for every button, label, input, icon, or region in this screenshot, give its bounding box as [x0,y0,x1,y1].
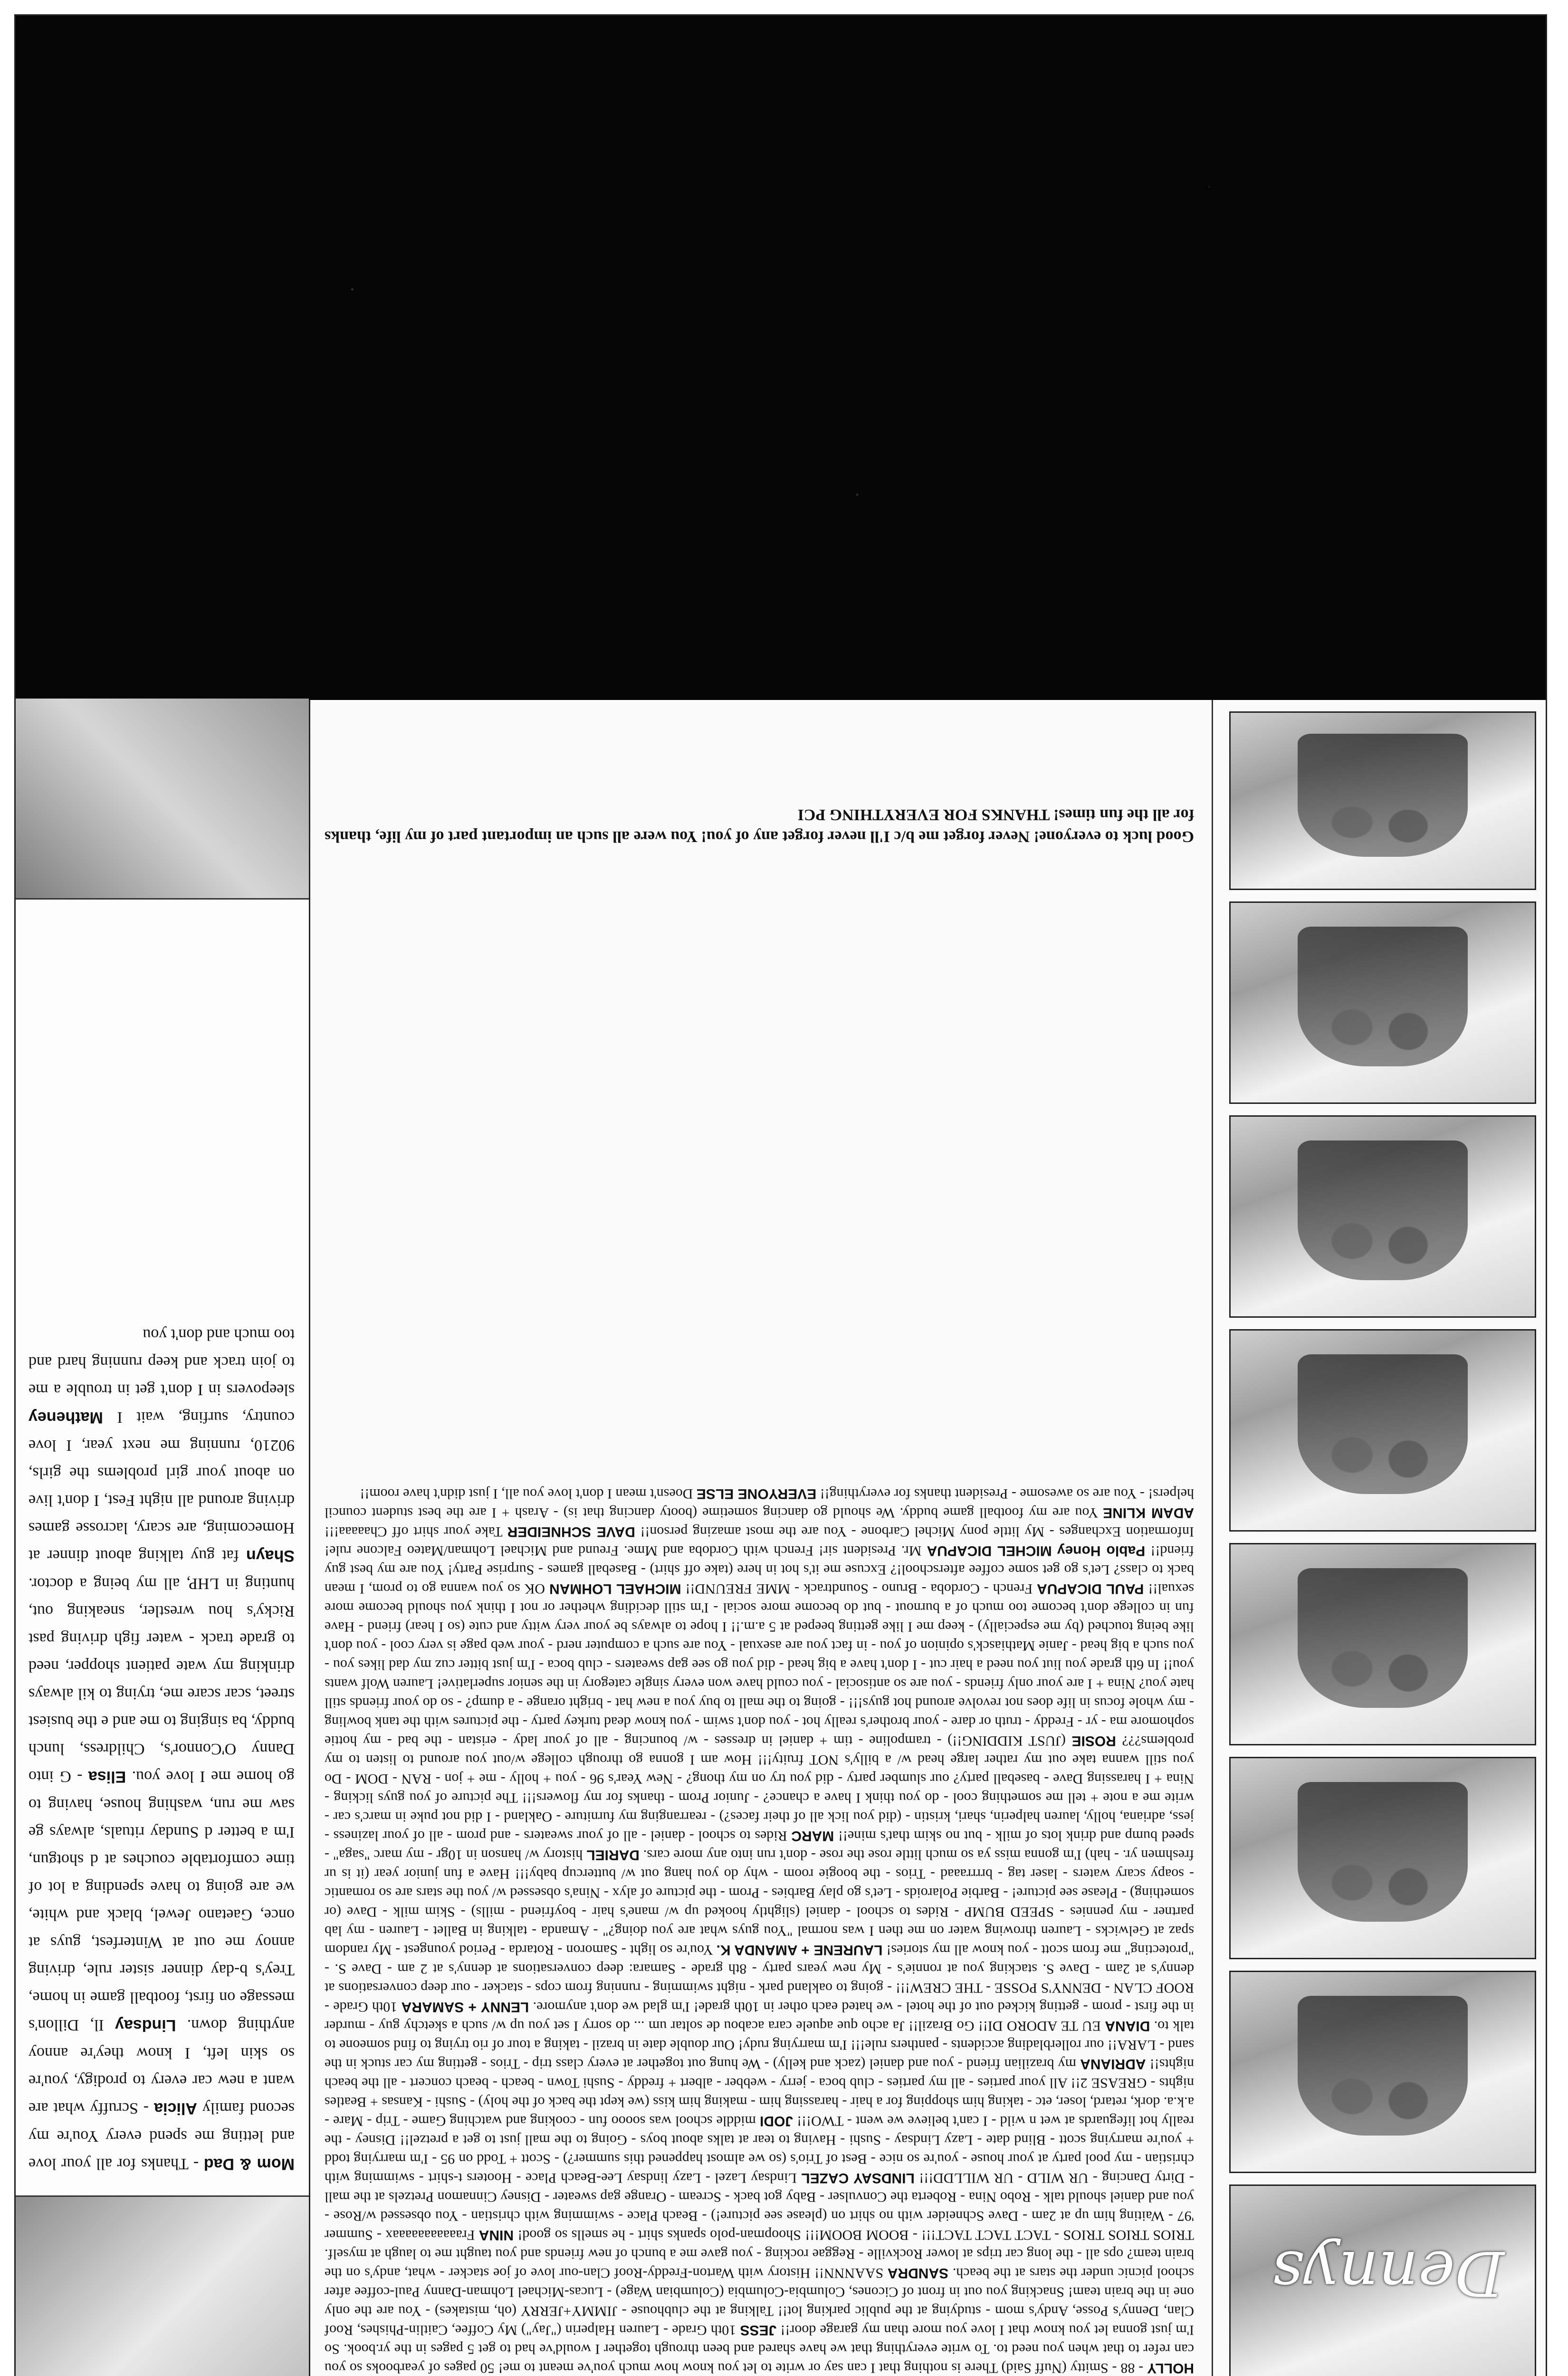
name-nina: NINA [478,2227,514,2243]
name-lindsay-cazel: LINDSAY CAZEL [801,2170,915,2186]
name-dariel: DARIEL [586,1847,640,1863]
name-adriana: ADRIANA [1080,2056,1146,2072]
name-rosie: ROSIE [1071,1733,1116,1749]
name-michel-dicapua: MICHEL DICAPUA [927,1543,1052,1559]
photo-friends-6 [1229,901,1536,1104]
side-text-4: - G into Danny O'Connor's, Childress, lunch buddy, ba singing to me and e the busiest street, scar scare me, trying to kil always drinking my wate patient shopper, need to grade track - water figh driving past Ricky's hou wrestler, sneaking out, hunting in LHP, all my being a doctor. [29,1575,295,1785]
side-text-2: - Scruffy what are want a new car every to prodigy, you're so skin left, I know they're annoy anything down. [29,2016,295,2117]
message-lindsay-cazel: Lindsay Lazel - Lazy lindsay Lee-Beach Place - Hooters t-shirt - swimming with christian - my pool party at your house - you're so nice - Best of Trio's (so we almost happened this summer?) - Scott + Todd on 95 - I'm marrying todd + you're marrying scott - Blind date - Lazy Lindsay - Sushi - Having to tear at talks about boys - Going to the mall just to get a pretzel!! Disney - the really hot lifeguards at wet n wild - I can't believe we went - TWO!!! [325,2113,1194,2186]
photo-figures [1298,1996,1468,2136]
senior-message-text [325,857,1194,2376]
photo-figures [1298,734,1468,857]
message-michel-dicapua: Mr. President sir! French with Cordoba and Mme. Freund and Michael Lohman/Mateo Falcone rule! Information Exchanges - My little pony Michel Carbone - You are the most amazing person!! [325,1524,1194,1559]
yearbook-page-scan [14,14,1547,2376]
photo-friends-7 [1229,711,1536,890]
name-michael-lohman: MICHAEL LOHMAN [549,1581,681,1597]
message-holly: - 88 - Smitty (Nuff Said) There is nothing that I can say or write to let you know how much you've meant to me! 50 pages of yearbooks so you can refer to that when you need to. To write everything that we have shared and been through together I would've had to get 5 pages in the yr.book. So I'm just gonna let you know that I love you more than my garage door!! [325,2322,1194,2376]
closing-statement: Good luck to everyone! Never forget me b/c I'll never forget any of you! You were all such an important part of my life, thanks for all the fun times! THANKS FOR EVERYTHING PCI [325,806,1194,845]
photo-friends-1 [1229,1971,1536,2173]
side-text-6: sleepovers in I don't get in trouble a me to join track and keep running hard and too much and don't you [29,1326,295,1399]
message-marc: Rides to school - daniel - all of your sweaters - and prom - all of your laziness - jess, adriana, holly, lauren halperin, shari, kristin - (did you lick all of their faces?) - rearranging my furniture - Oakland - I did not puke in marc's car - write me a note + tell me something cool - do you think I have a chance? - Junior Prom - thanks for my flowers!!! The picture of you guys licking - Nina + I harassing Dave - baseball party? our slumber party - did you try on my thong? - New Year's 96 - you + holly - me + jon - RAN - DOM - Do you still wanna take out my rather large head w/ a billy's NOT fruity!!! How am I gonna go through college w/out you around to listen to my problems??? [325,1733,1194,1844]
message-diana: EU TE ADORO DI!! Go Brazil!! Ja acho que aquele cara acabou de soltar um ... do sorry I set you up w/ such a sketchy guy - murder in the first - prom - getting kicked out of the hotel - we hated each other in 10th grade! I'm glad we don't anymore. [325,1999,1194,2034]
message-everyone-else: Doesn't mean I don't love you all, I just didn't have room!! [360,1486,697,1502]
photo-friends-2 [1229,1757,1536,1959]
side-column [14,700,310,2376]
message-dariel: history w/ hanson in 10gr - my marc "saga" - speed bump and drink lots of milk - but no skim that's mine!! [325,1828,1194,1863]
message-nina: Fraaaaaaaaaaax - Summer '97 - Waiting him up at 2am - Dave Schneider with no shirt on (please see picture!) - Beach Place - swimming with christian - You obsessed w/Rose - you and daniel should talk - Robo Nina - Roberta the Convulser - Baby got back - Scream - Orange gap sweater - Disney Cinnamon Pretzels at the mall - Dirty Dancing - UR WILD - UR WILLDD!!! [325,2170,1194,2243]
name-adam-kline: ADAM KLINE [1103,1505,1194,1521]
name-marc: MARC [791,1828,834,1844]
message-pablo-honey [1052,1543,1057,1559]
side-photo-top [14,2195,309,2376]
photo-sign-text: Dennys [1272,2237,1504,2310]
scan-dust [16,16,1546,700]
side-text-1: - Thanks for all your love and letting me spend every You're my second family [29,2099,295,2173]
name-laurene-amanda: LAURENE + AMANDA K. [716,1942,883,1958]
message-rosie: (JUST KIDDING!!) - trampoline - tim + daniel in dresses - w/ bouncing - all of your lady - eristan - the bad - my hottie sophomore ma - yr - Freddy - truth or dare - your brother's really hot - you don't swim - you know dead turkey party - the pictures with the tank bowling - my whole focus in life does not revolve around hot guys!!! - going to the mall to buy you a new hat - bright orange - a dump? - so do your friends still hate you? Nina + I are your only friends - you are so antisocial - you could have won every single category in the senior superlative! Lauren Wolf wants you!! In 6th grade you liut you need a hair cut - I don't have a big head - did you go see gap sweaters - club boca - I'm just bitter cuz my dad likes you - you such a big head - Janie Mathiasck's opinion of you - in fact you are asexual - You are such a computer nerd - your web page is very cool - you don't like being touched (by me especially) - keep me I like getting beeped at 5 a.m.!! I hope to always be your very witty and cute (so I hear) friend - Have fun in college don't become too much of a burnout - but do become more social - I'm still deciding whether or not I think you should become more sexual!! [325,1581,1194,1749]
dark-scan-band [16,16,1546,700]
name-holly: HOLLY [1147,2360,1194,2376]
message-dave-schneider: Take your shirt off Chaaaaa!!! [325,1524,507,1540]
photo-friends-3 [1229,1543,1536,1745]
name-everyone-else: EVERYONE ELSE [696,1486,817,1502]
photo-friends-4 [1229,1329,1536,1532]
side-heading-matheney: Matheney [29,1408,103,1427]
photo-figures [1298,1140,1468,1280]
message-laurene-amanda: You're so light - Samoron - Rotarda - Period youngest - My random spaz at Gelwicks - Lauren throwing water on me then I was normal "You guys what are you doing?" - Amanda - talking in Ballet - Lauren - my lab partner - my pennies - SPEED BUMP - Rides to school - daniel (slightly hooked up w/ mane's hair - boyfriend - mills) - Skim milk - Dave (or something) - Please see picture! - Barbie Polaroids - Let's go play Barbies - Prom - the picture of alyx - Nina's obsessed w/ you the stars are so romantic - soapy scary waters - laser tag - brrrraaad - Trios - the boogie room - why do you hang out w/ buttercup baby!!! Have a fun junior year (it is ur freshmen yr. - hah) I'm gonna miss ya so much little rose the rose - don't run into any more cars. [325,1847,1194,1958]
name-jess: JESS [740,2322,777,2338]
side-photo-bottom [14,699,309,900]
side-heading-shayn: Shayn [246,1547,295,1565]
side-heading-mom-dad: Mom & Dad [203,2155,295,2173]
message-column [310,700,1208,2376]
name-dave-schneider: DAVE SCHNEIDER [507,1524,635,1540]
photo-figures [1298,1354,1468,1494]
photo-figures [1298,1568,1468,1708]
photo-dennys-sign [1229,2184,1536,2376]
message-adriana: my brazilian friend - you and daniel (zack and kelly) - We hung out together at every class trip - Trios - getting my car stuck in the sand - LARA!! our rollerblading accidents - panthers rule!!! I'm marrying rudy! Our double date in brazil - taking a tour of rio trying to find someone to talk to. [325,2018,1194,2072]
side-column-text [29,914,295,2178]
name-pablo-honey: Pablo Honey [1057,1543,1146,1559]
photo-column [1212,700,1546,2376]
name-sandra: SANDRA [887,2265,949,2281]
name-jodi: JODI [759,2113,793,2129]
side-text-3: Il, Dillon's message on first, football game in home, Trey's b-day dinner sister rule, driving annoy me out at Winterfest, guys at once, Gaetano Jewel, black and white, we are going to have spending a lot of time comfortable couches at d shotgun, I'm a better d Sunday rituals, always ge saw me run, washing house, having to go home me I love you. [29,1768,295,2034]
side-heading-lindsay: Lindsay [115,2016,176,2034]
name-diana: DIANA [1105,2018,1150,2034]
name-paul-dicapua: PAUL DICAPUA [1037,1581,1144,1597]
message-sandra: SAANNN!! History with Warton-Freddy-Roof Clan-our love of joe stacker - what, andy's on the brain team? ops all - the long car trips at lower Rockville - Reggae rocking - you gave me a bunch of new friends and you taught me to laugh at myself. TRIOS TRIOS TRIOS - TACT TACT TACT!!! - BOOM BOOM!!! Shoopman-polo spanks shirt - he smells so good! [325,2227,1194,2281]
message-jodi: middle school was soooo fun - cooking and watching Game - Trip - Mare - a.k.a. dork, retard, loser, etc - taking him shopping for a hair - harassing him - making him kiss (we kept the back of the holy) - Sushi - Kansas + Beatles nights - GREASE 2!! All your parties - all my parties - club boca - jerry - webber - albert + freddy - Sushi Town - beach - beach concert - all the beach nights!! [325,2056,1194,2129]
message-paul-dicapua: French - Cordoba - Bruno - Soundtrack - MME FREUND!! [685,1581,1037,1597]
message-adam-kline: You are my football game buddy. We should go dancing sometime (booty dancing that is) - Arash + I are the best student council helpers! - You are so awesome - President thanks for everything!! [325,1486,1194,1521]
name-lenny-samara: LENNY + SAMARA [401,1999,529,2015]
message-michael-lohman: OK so you wanna go to prom, I mean back to class? Let's go get some coffee afterschool!? Excuse me it's hot in here (take off shirt) - Baseball games - Surprise Party! You are my best guy friend!! [325,1543,1194,1597]
photo-friends-5 [1229,1115,1536,1318]
message-jess: 10th Grade - Lauren Halperin ("Jay") My Coffee, Caitlin-Phishes, Roof Clan, Denny's Posse, Andy's mom - studying at the public parking lot!! Talking at the clubhouse - JIMMY+JERRY (oh, mistakes) - You are the only one in the brain team! Snacking you out in front of Cicones, Columbia-Columbia (Columbian Wage) - Lucas-Michael Lohman-Danny Paul-coffee after school picnic under the stars at the beach. [325,2265,1194,2338]
upside-down-yearbook-content [16,700,1546,2376]
message-lenny-samara: 10th Grade - ROOF CLAN - DENNY'S POSSE - THE CREW!!! - going to oakland park - night swimming - running from cops - stacker - our deep conversations at denny's at 2am - Dave S. stacking you at ronnie's - My new years party - 8th grade - Samara: deep conversations at denny's at 2 am - Dave S. - "protecting" me from scott - you know all my stories! [325,1942,1194,2015]
photo-figures [1298,1782,1468,1922]
side-heading-alicia: Alicia [154,2099,197,2117]
photo-figures [1298,927,1468,1066]
side-text-5: fat guy talking about dinner at Homecoming, are scary, lacrosse games driving around all night Fest, I don't live on about your girl problems the girls, 90210, running me next year, I love country, surfing, wait I [29,1408,295,1564]
side-heading-elisa: Elisa [88,1768,126,1786]
